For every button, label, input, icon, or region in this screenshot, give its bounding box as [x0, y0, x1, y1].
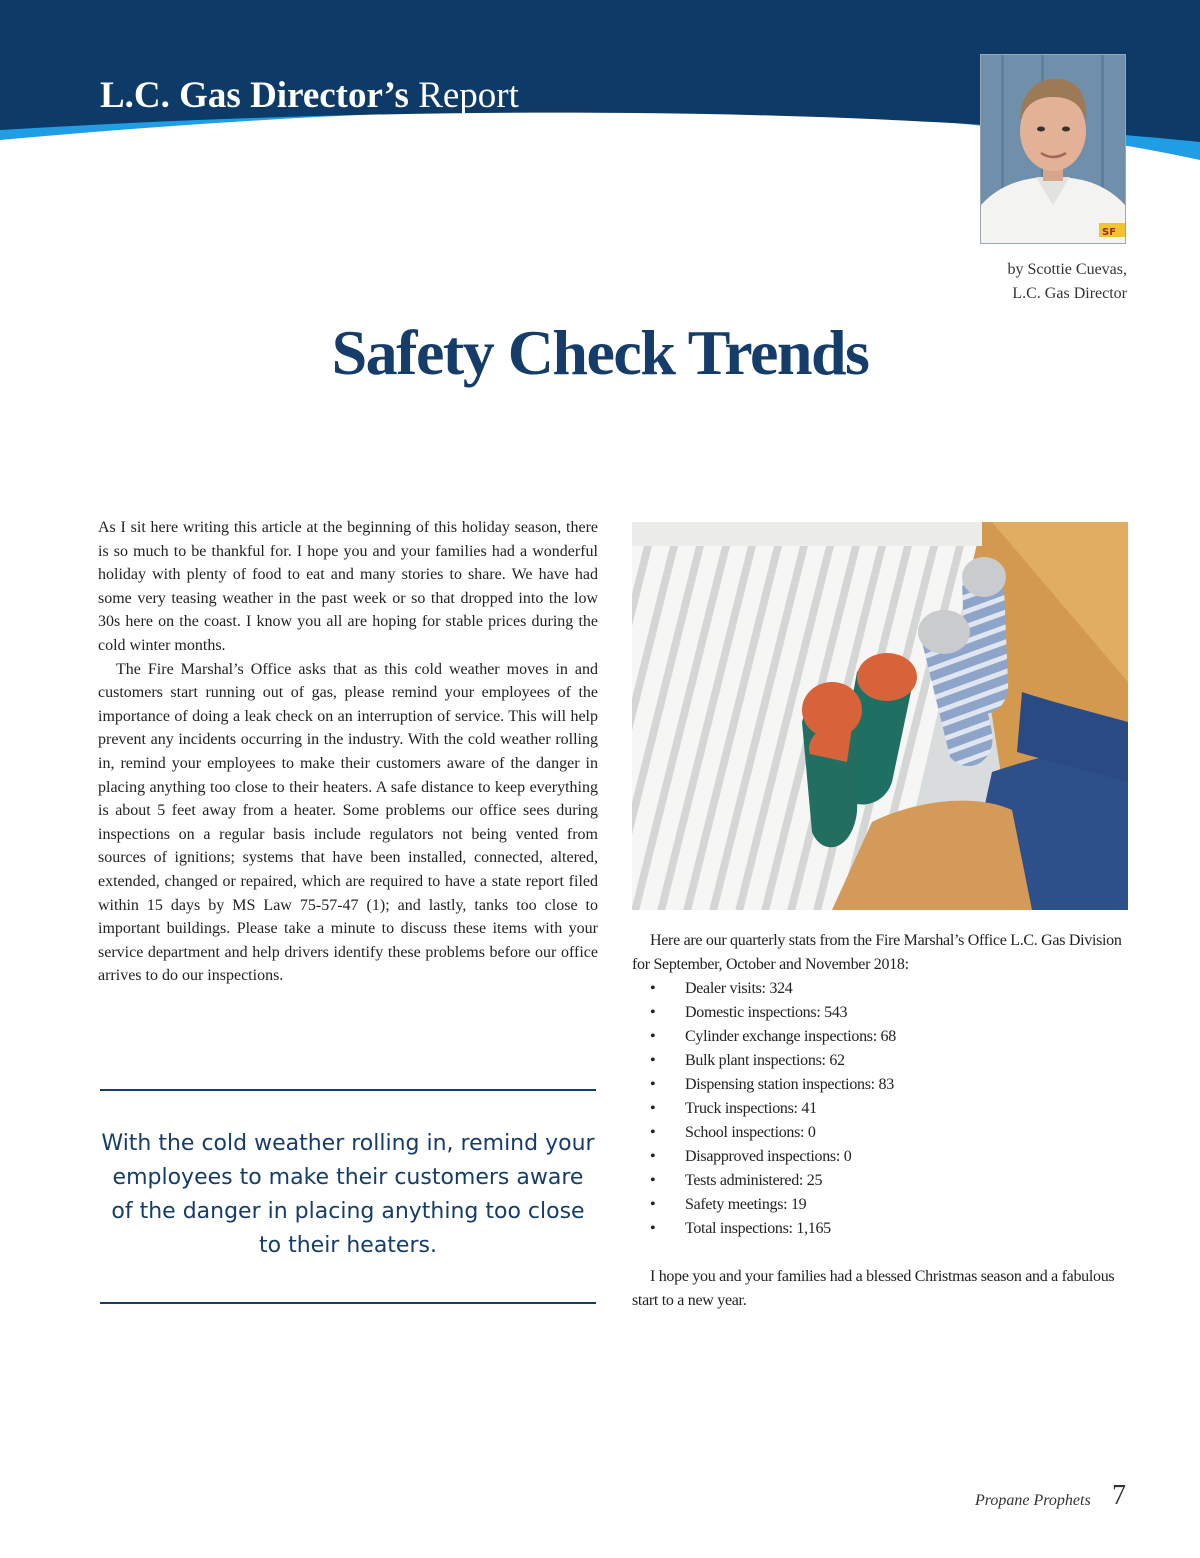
stats-list: [632, 977, 1128, 1241]
author-photo: [980, 54, 1126, 244]
svg-text:SF: SF: [1102, 227, 1117, 238]
stats-item: • Total inspections: 1,165: [632, 1217, 1128, 1241]
pull-quote-top-rule: [100, 1089, 596, 1091]
stats-item: • Tests administered: 25: [632, 1169, 1128, 1193]
body-paragraph: As I sit here writing this article at the beginning of this holiday season, there is so much to be thankful for. I hope you and your families had a wonderful holiday with plenty of food to eat and many stories to share. We have had some very teasing weather in the past week or so that dropped into the low 30s here on the coast. I know you all are hoping for stable prices during the cold winter months.: [98, 519, 598, 654]
stats-item: • Truck inspections: 41: [632, 1097, 1128, 1121]
article-body: [98, 516, 598, 988]
pull-quote-bottom-rule: [100, 1302, 596, 1304]
footer-publication: Propane Prophets: [975, 1492, 1091, 1509]
stats-item: • Domestic inspections: 543: [632, 1001, 1128, 1025]
byline-author: by Scottie Cuevas,: [1007, 261, 1127, 278]
stats-item: • Cylinder exchange inspections: 68: [632, 1025, 1128, 1049]
pull-quote: With the cold weather rolling in, remind your employees to make their customers aware of the danger in placing anything too close to their heaters.: [101, 1131, 595, 1258]
closing-paragraph: I hope you and your families had a blessed Christmas season and a fabulous start to a new year.: [632, 1268, 1115, 1309]
section-title: [100, 74, 519, 117]
byline: [1007, 258, 1127, 306]
stats-item: • School inspections: 0: [632, 1121, 1128, 1145]
section-title-bold: L.C. Gas Director’s: [100, 75, 409, 116]
stats-item: • Dealer visits: 324: [632, 977, 1128, 1001]
byline-role: L.C. Gas Director: [1012, 285, 1127, 302]
section-title-light: Report: [418, 75, 519, 116]
radiator-socks-photo: [632, 522, 1128, 910]
body-paragraph: The Fire Marshal’s Office asks that as this cold weather moves in and customers start running out of gas, please remind your employees of the importance of doing a leak check on an interruption of service. This will help prevent any incidents occurring in the industry. With the cold weather rolling in, remind your employees to make their customers aware of the danger in placing anything too close to their heaters. A safe distance to keep everything is about 5 feet away from a heater. Some problems our office sees during inspections on a regular basis include regulators not being vented from sources of ignitions; systems that have been installed, connected, altered, extended, changed or repaired, which are required to have a state report filed within 15 days by MS Law 75-57-47 (1); and lastly, tanks too close to important buildings. Please take a minute to discuss these items with your service department and help drivers identify these problems before our office arrives to do our inspections.: [98, 660, 598, 985]
stats-item: • Disapproved inspections: 0: [632, 1145, 1128, 1169]
stats-section: [632, 929, 1128, 1313]
article-headline: Safety Check Trends: [331, 317, 869, 388]
stats-item: • Safety meetings: 19: [632, 1193, 1128, 1217]
stats-item: • Bulk plant inspections: 62: [632, 1049, 1128, 1073]
stats-item: • Dispensing station inspections: 83: [632, 1073, 1128, 1097]
footer-page-number: 7: [1112, 1480, 1126, 1511]
stats-intro: Here are our quarterly stats from the Fire Marshal’s Office L.C. Gas Division for September, October and November 2018:: [632, 932, 1122, 973]
